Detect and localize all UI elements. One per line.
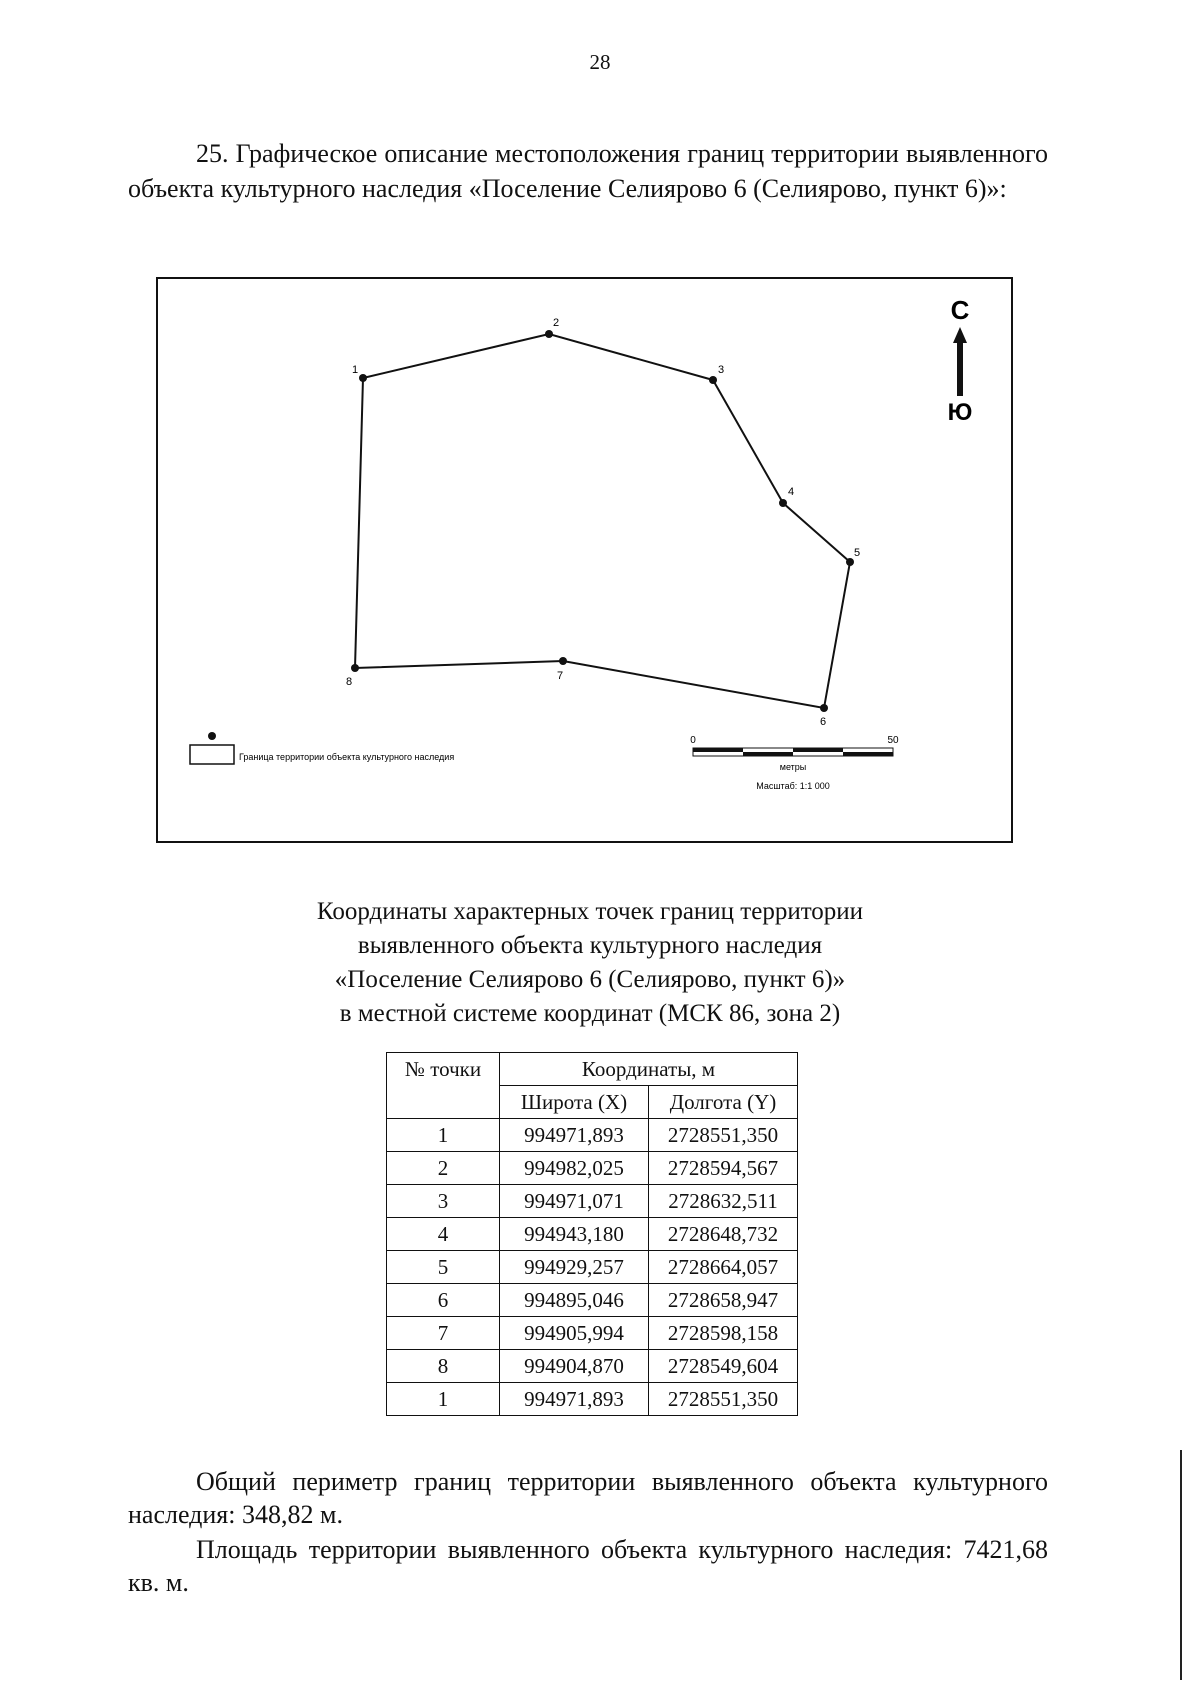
scan-edge-line bbox=[1180, 1450, 1182, 1680]
row-y: 2728648,732 bbox=[649, 1218, 798, 1251]
row-x: 994943,180 bbox=[500, 1218, 649, 1251]
row-y: 2728664,057 bbox=[649, 1251, 798, 1284]
table-row bbox=[387, 1185, 798, 1218]
point-5 bbox=[846, 547, 860, 566]
legend-point-icon bbox=[208, 732, 216, 740]
table-row bbox=[387, 1317, 798, 1350]
coordinates-title bbox=[200, 895, 980, 1031]
point-2-label: 2 bbox=[553, 317, 560, 329]
row-y: 2728549,604 bbox=[649, 1350, 798, 1383]
row-point: 3 bbox=[387, 1185, 500, 1218]
table-row bbox=[387, 1152, 798, 1185]
legend-label: Граница территории объекта культурного наследия bbox=[239, 752, 455, 762]
legend-symbol-box bbox=[190, 745, 234, 764]
scale-bar-start: 0 bbox=[690, 735, 696, 746]
coordinates-title-line-1: Координаты характерных точек границ территории bbox=[316, 898, 864, 925]
scale-bar-end: 50 bbox=[887, 735, 899, 746]
header-y: Долгота (Y) bbox=[649, 1086, 798, 1119]
row-x: 994905,994 bbox=[500, 1317, 649, 1350]
row-point: 5 bbox=[387, 1251, 500, 1284]
row-y: 2728598,158 bbox=[649, 1317, 798, 1350]
point-3 bbox=[709, 364, 724, 384]
table-row bbox=[387, 1251, 798, 1284]
perimeter-text: Общий периметр границ территории выявленного объекта культурного наследия: 348,82 м. bbox=[128, 1467, 1048, 1529]
row-point: 6 bbox=[387, 1284, 500, 1317]
row-x: 994929,257 bbox=[500, 1251, 649, 1284]
row-point: 2 bbox=[387, 1152, 500, 1185]
scale-label: Масштаб: 1:1 000 bbox=[756, 781, 830, 791]
table-row bbox=[387, 1218, 798, 1251]
point-3-label: 3 bbox=[718, 364, 725, 376]
section-heading: 25. Графическое описание местоположения границ территории выявленного объекта культурного наследия «Поселение Селиярово 6 (Селиярово, пункт 6)»: bbox=[128, 139, 1048, 203]
row-y: 2728632,511 bbox=[649, 1185, 798, 1218]
row-y: 2728658,947 bbox=[649, 1284, 798, 1317]
south-label: Ю bbox=[947, 399, 973, 426]
boundary-map-canvas bbox=[158, 279, 1011, 841]
row-x: 994982,025 bbox=[500, 1152, 649, 1185]
header-x: Широта (X) bbox=[500, 1086, 649, 1119]
scale-bar-units: метры bbox=[779, 762, 807, 772]
row-point: 4 bbox=[387, 1218, 500, 1251]
row-x: 994971,071 bbox=[500, 1185, 649, 1218]
row-x: 994904,870 bbox=[500, 1350, 649, 1383]
row-point: 7 bbox=[387, 1317, 500, 1350]
area-text: Площадь территории выявленного объекта культурного наследия: 7421,68 кв. м. bbox=[128, 1535, 1048, 1597]
table-row bbox=[387, 1284, 798, 1317]
header-coords: Координаты, м bbox=[500, 1053, 798, 1086]
page-number: 28 bbox=[589, 50, 611, 74]
scale-bar bbox=[690, 735, 899, 791]
north-arrow-shaft bbox=[957, 342, 963, 396]
point-4 bbox=[779, 486, 794, 507]
row-point: 1 bbox=[387, 1119, 500, 1152]
row-x: 994971,893 bbox=[500, 1119, 649, 1152]
row-y: 2728594,567 bbox=[649, 1152, 798, 1185]
row-point: 8 bbox=[387, 1350, 500, 1383]
coordinates-title-line-4: в местной системе координат (МСК 86, зона 2) bbox=[339, 1000, 841, 1027]
point-6-label: 6 bbox=[820, 716, 827, 728]
header-point: № точки bbox=[387, 1053, 500, 1119]
map-legend bbox=[190, 732, 454, 764]
point-6 bbox=[820, 704, 828, 728]
point-8-label: 8 bbox=[346, 676, 353, 688]
table-row bbox=[387, 1350, 798, 1383]
point-1 bbox=[352, 364, 367, 382]
north-label: С bbox=[950, 295, 970, 325]
point-2 bbox=[545, 317, 559, 338]
boundary-polygon bbox=[355, 334, 850, 708]
table-row bbox=[387, 1383, 798, 1416]
point-8 bbox=[346, 664, 359, 688]
row-y: 2728551,350 bbox=[649, 1119, 798, 1152]
row-y: 2728551,350 bbox=[649, 1383, 798, 1416]
point-7-label: 7 bbox=[557, 670, 564, 682]
coordinates-title-line-3: «Поселение Селиярово 6 (Селиярово, пункт 6)» bbox=[334, 966, 846, 993]
point-4-label: 4 bbox=[788, 486, 795, 498]
row-point: 1 bbox=[387, 1383, 500, 1416]
point-5-label: 5 bbox=[854, 547, 861, 559]
point-1-label: 1 bbox=[352, 364, 359, 376]
coordinates-title-line-2: выявленного объекта культурного наследия bbox=[357, 932, 823, 959]
row-x: 994895,046 bbox=[500, 1284, 649, 1317]
coordinates-table bbox=[386, 1052, 798, 1416]
row-x: 994971,893 bbox=[500, 1383, 649, 1416]
boundary-map bbox=[156, 277, 1013, 843]
north-arrowhead-icon bbox=[953, 327, 967, 343]
table-row bbox=[387, 1119, 798, 1152]
north-arrow bbox=[948, 295, 973, 426]
